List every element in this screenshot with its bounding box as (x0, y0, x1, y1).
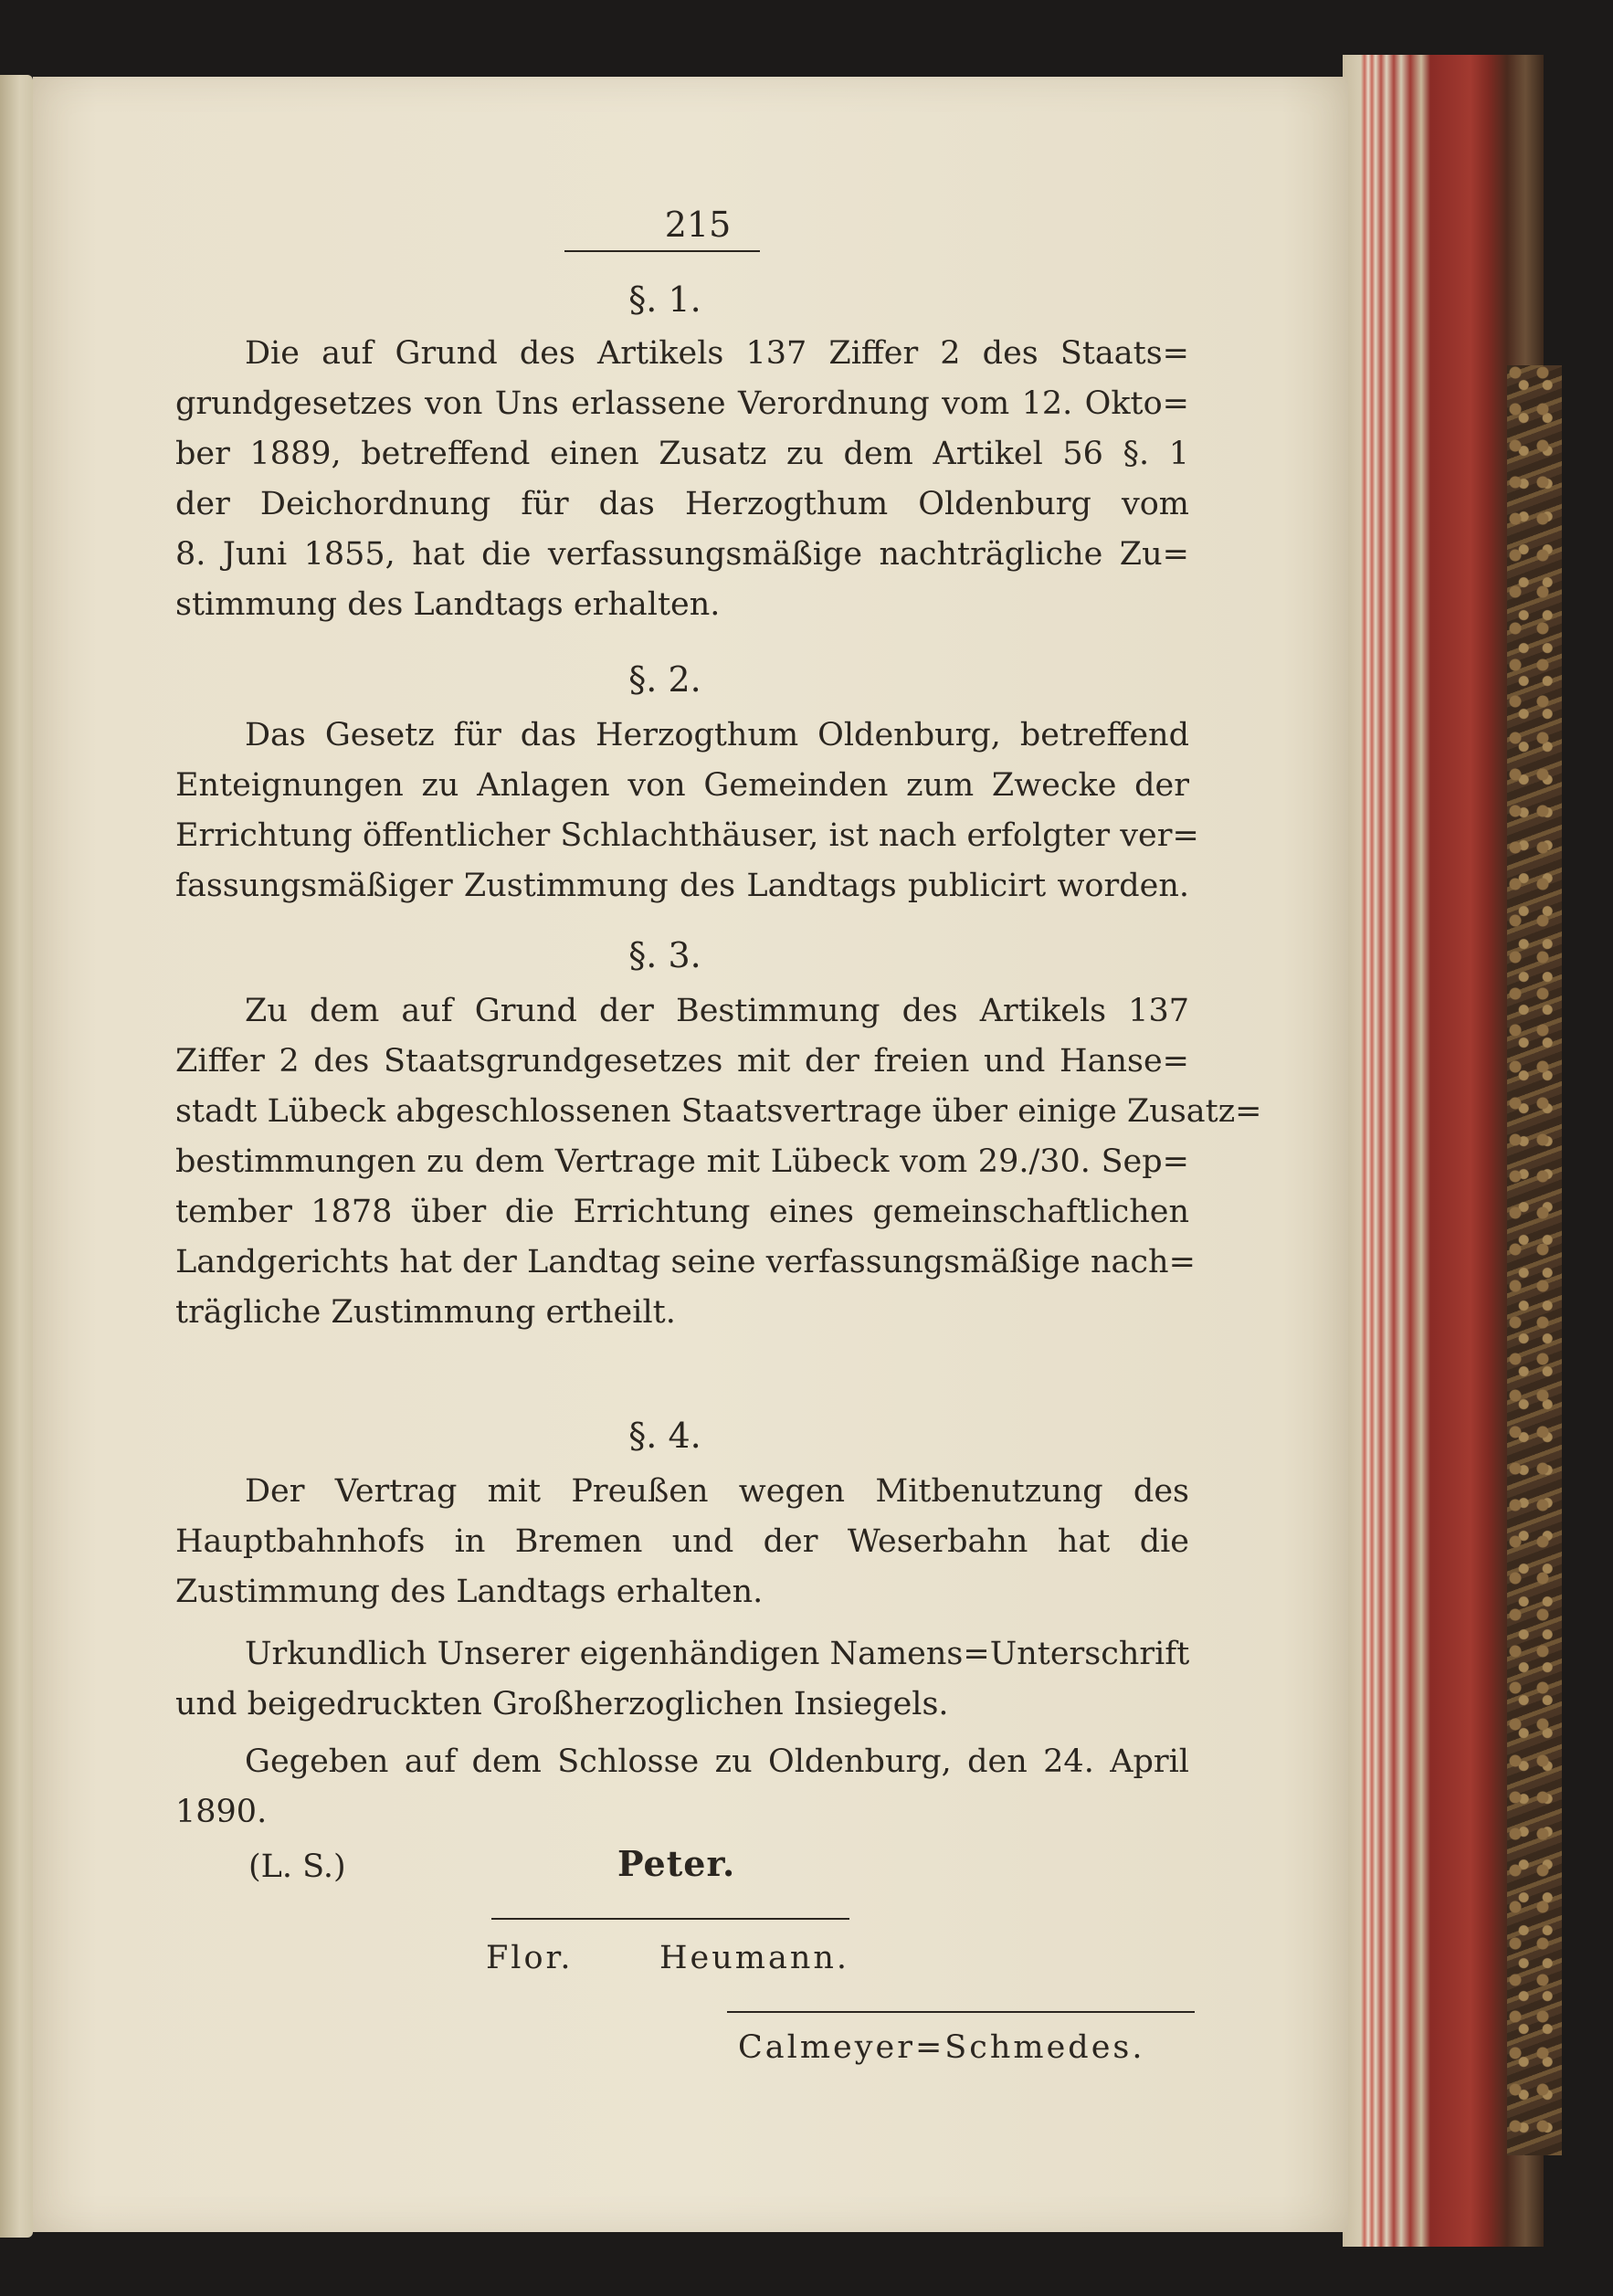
header-rule (564, 250, 760, 252)
text-line: Ziffer 2 des Staatsgrundgesetzes mit der freien und Hanse= (175, 1043, 1189, 1080)
minister-signature-flor: Flor. (486, 1940, 574, 1976)
text-line: Zustimmung des Landtags erhalten. (175, 1574, 764, 1610)
minister-signature-calmeyer-schmedes: Calmeyer=Schmedes. (738, 2029, 1145, 2066)
text-line: Enteignungen zu Anlagen von Gemeinden zum Zwecke der (175, 767, 1189, 804)
text-line: stadt Lübeck abgeschlossenen Staatsvertrage über einige Zusatz= (175, 1093, 1262, 1130)
text-line: Die auf Grund des Artikels 137 Ziffer 2 des Staats= (245, 335, 1189, 372)
section-3-paragraph (175, 986, 1262, 1338)
text-line: Errichtung öffentlicher Schlachthäuser, ist nach erfolgter ver= (175, 817, 1199, 854)
section-4-paragraph (175, 1467, 1189, 1617)
text-line: ber 1889, betreffend einen Zusatz zu dem Artikel 56 §. 1 (175, 436, 1189, 472)
text-line: Gegeben auf dem Schlosse zu Oldenburg, den 24. April (245, 1743, 1189, 1780)
text-line: trägliche Zustimmung ertheilt. (175, 1294, 676, 1331)
attestation-paragraph (175, 1629, 1189, 1730)
text-line: Der Vertrag mit Preußen wegen Mitbenutzung des (245, 1473, 1189, 1510)
text-line: Das Gesetz für das Herzogthum Oldenburg, betreffend (245, 717, 1189, 753)
section-1-paragraph (175, 329, 1189, 630)
signature-rule-2 (727, 2011, 1195, 2013)
marbled-cover (1507, 365, 1562, 2155)
seal-mark: (L. S.) (248, 1848, 346, 1885)
text-line: Landgerichts hat der Landtag seine verfassungsmäßige nach= (175, 1244, 1196, 1280)
page-number: 215 (664, 205, 732, 245)
section-4-heading: §. 4. (628, 1416, 701, 1456)
text-line: tember 1878 über die Errichtung eines gemeinschaftlichen (175, 1194, 1189, 1230)
text-line: fassungsmäßiger Zustimmung des Landtags publicirt worden. (175, 868, 1189, 904)
text-line: stimmung des Landtags erhalten. (175, 586, 721, 623)
document-page (33, 77, 1348, 2232)
minister-signature-heumann: Heumann. (659, 1940, 850, 1976)
signature-rule-1 (491, 1918, 849, 1920)
text-line: 8. Juni 1855, hat die verfassungsmäßige nachträgliche Zu= (175, 536, 1189, 573)
text-line: Hauptbahnhofs in Bremen und der Weserbahn hat die (175, 1523, 1189, 1560)
left-page-edge (0, 75, 33, 2238)
text-line: Urkundlich Unserer eigenhändigen Namens=Unterschrift (245, 1636, 1190, 1672)
date-paragraph (175, 1737, 1189, 1838)
monarch-signature: Peter. (617, 1843, 736, 1884)
section-3-heading: §. 3. (628, 935, 701, 975)
section-2-heading: §. 2. (628, 659, 701, 700)
section-1-heading: §. 1. (628, 279, 701, 320)
text-line: Zu dem auf Grund der Bestimmung des Artikels 137 (245, 993, 1189, 1029)
page-text (33, 77, 1348, 2232)
text-line: grundgesetzes von Uns erlassene Verordnung vom 12. Okto= (175, 385, 1189, 422)
text-line: der Deichordnung für das Herzogthum Oldenburg vom (175, 486, 1189, 522)
section-2-paragraph (175, 711, 1199, 911)
text-line: und beigedruckten Großherzoglichen Insiegels. (175, 1686, 949, 1722)
text-line: bestimmungen zu dem Vertrage mit Lübeck vom 29./30. Sep= (175, 1143, 1189, 1180)
text-line: 1890. (175, 1794, 268, 1830)
